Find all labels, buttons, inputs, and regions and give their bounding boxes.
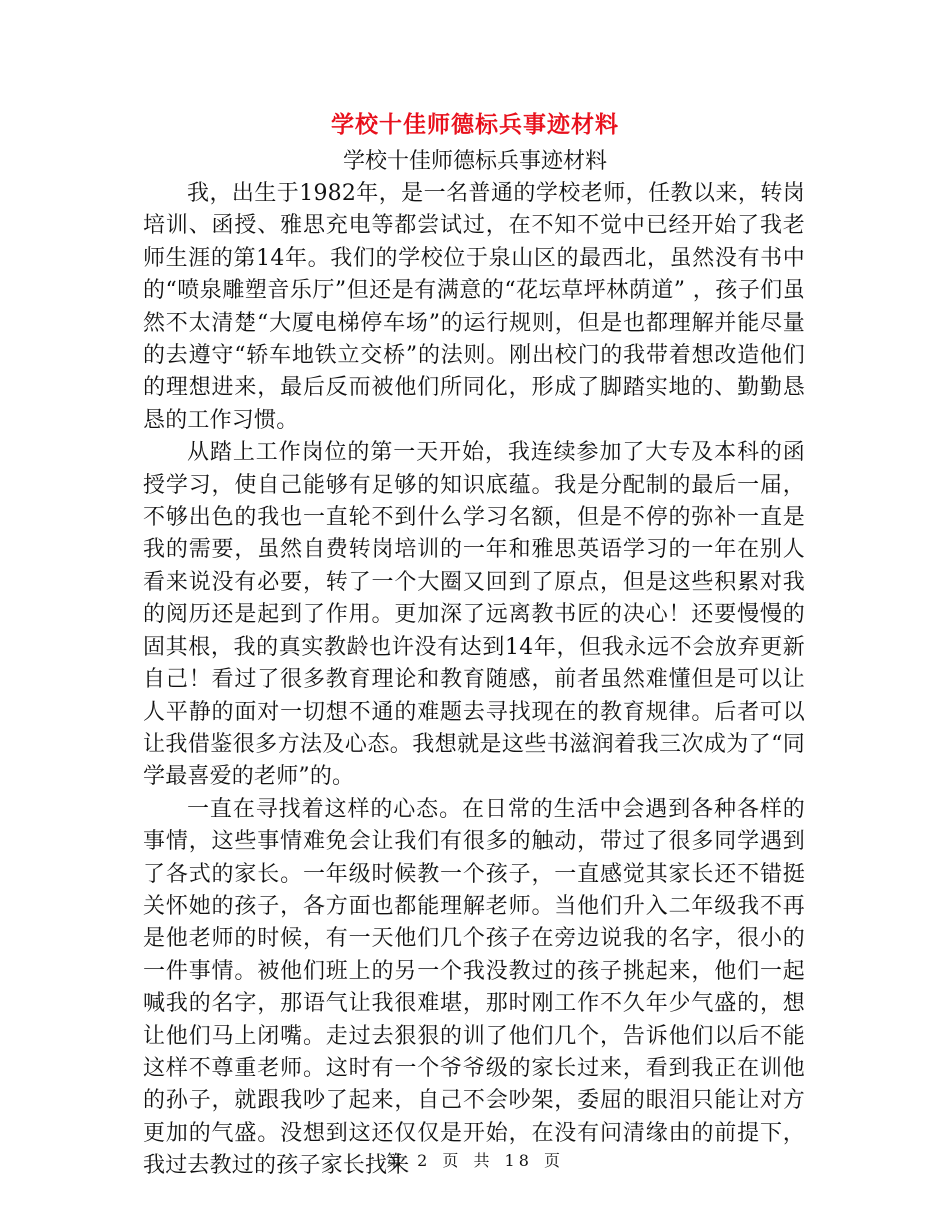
document-subtitle: 学校十佳师德标兵事迹材料 [342, 149, 607, 174]
document-title: 学校十佳师德标兵事迹材料 [331, 111, 619, 138]
page-number-footer: 第 2 页 共 18 页 [386, 1151, 564, 1170]
body-paragraph-1: 我，出生于1982年，是一名普通的学校老师，任教以来，转岗培训、函授、雅思充电等都尝试过，在不知不觉中已经开始了我老师生涯的第14年。我们的学校位于泉山区的最西北，虽然没有书中的“喷泉雕塑音乐厅”但还是有满意的“花坛草坪林荫道” ，孩子们虽然不太清楚“大厦电梯停车场”的运行规则，但是也都理解并能尽量的去遵守“轿车地铁立交桥”的法则。刚出校门的我带着想改造他们的理想进来，最后反而被他们所同化，形成了脚踏实地的、勤勤恳恳的工作习惯。 [143, 181, 805, 433]
body-paragraph-3: 一直在寻找着这样的心态。在日常的生活中会遇到各种各样的事情，这些事情难免会让我们有很多的触动，带过了很多同学遇到了各式的家长。一年级时候教一个孩子，一直感觉其家长还不错挺关怀她的孩子，各方面也都能理解老师。当他们升入二年级我不再是他老师的时候，有一天他们几个孩子在旁边说我的名字，很小的一件事情。被他们班上的另一个我没教过的孩子挑起来，他们一起喊我的名字，那语气让我很难堪，那时刚工作不久年少气盛的，想让他们马上闭嘴。走过去狠狠的训了他们几个，告诉他们以后不能这样不尊重老师。这时有一个爷爷级的家长过来，看到我正在训他的孙子，就跟我吵了起来，自己不会吵架，委屈的眼泪只能让对方更加的气盛。没想到这还仅仅是开始，在没有问清缘由的前提下，我过去教过的孩子家长找来 [143, 796, 805, 1179]
document-body [143, 178, 805, 1183]
body-paragraph-2: 从踏上工作岗位的第一天开始，我连续参加了大专及本科的函授学习，使自己能够有足够的知识底蕴。我是分配制的最后一届，不够出色的我也一直轮不到什么学习名额，但是不停的弥补一直是我的需要，虽然自费转岗培训的一年和雅思英语学习的一年在别人看来说没有必要，转了一个大圈又回到了原点，但是这些积累对我的阅历还是起到了作用。更加深了远离教书匠的决心！还要慢慢的固其根，我的真实教龄也许没有达到14年，但我永远不会放弃更新自己！看过了很多教育理论和教育随感，前者虽然难懂但是可以让人平静的面对一切想不通的难题去寻找现在的教育规律。后者可以让我借鉴很多方法及心态。我想就是这些书滋润着我三次成为了“同学最喜爱的老师”的。 [143, 440, 805, 790]
